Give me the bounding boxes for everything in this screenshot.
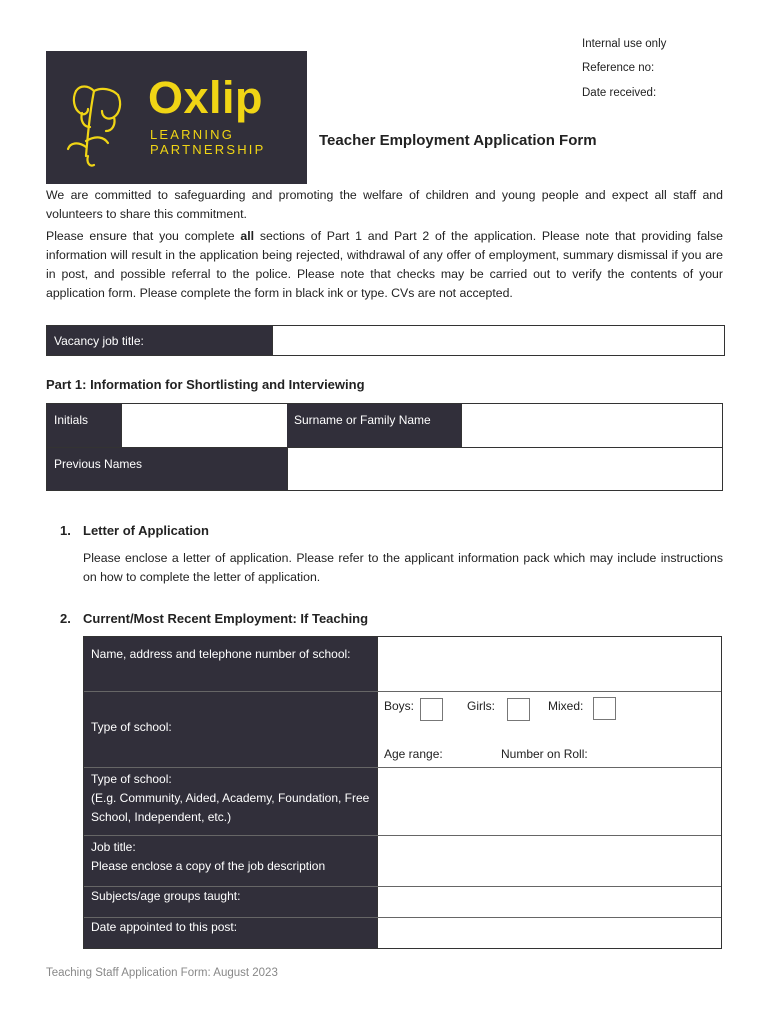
part1-heading: Part 1: Information for Shortlisting and Interviewing bbox=[46, 377, 365, 392]
internal-use-label: Internal use only bbox=[582, 38, 667, 50]
page-title: Teacher Employment Application Form bbox=[319, 132, 597, 149]
previous-names-label: Previous Names bbox=[54, 457, 143, 471]
surname-input[interactable] bbox=[461, 404, 723, 447]
section2-heading: Current/Most Recent Employment: If Teaching bbox=[83, 611, 369, 626]
initials-label: Initials bbox=[54, 413, 89, 427]
part1-table bbox=[46, 403, 723, 491]
vacancy-label-cell bbox=[47, 326, 272, 355]
girls-checkbox[interactable] bbox=[507, 698, 530, 721]
school-type-detail-label bbox=[91, 770, 376, 827]
logo-brand-text: Oxlip bbox=[148, 72, 264, 123]
age-range-label: Age range: bbox=[384, 747, 443, 761]
school-name-label: Name, address and telephone number of school: bbox=[91, 647, 351, 661]
girls-label: Girls: bbox=[467, 699, 495, 713]
logo-line-1: LEARNING bbox=[150, 127, 235, 142]
subjects-input[interactable] bbox=[378, 887, 721, 917]
previous-names-input[interactable] bbox=[287, 448, 723, 490]
school-type-detail-examples: (E.g. Community, Aided, Academy, Foundation, Free School, Independent, etc.) bbox=[91, 791, 370, 824]
intro-p2-end: sections of Part 1 and Part 2 of the application. Please note that providing false information will result in the application being rejected, withdrawal of any offer of employment, summary dismissal if you are in post, and possible referral to the police. Please note that checks may be carried out to verify the contents of your application form. Please complete the form in black ink or type. CVs are not accepted. bbox=[46, 229, 723, 300]
surname-label: Surname or Family Name bbox=[294, 413, 431, 427]
intro-p2-bold: all bbox=[240, 229, 255, 243]
section1-body: Please enclose a letter of application. Please refer to the applicant information pack which may include instructions on how to complete the letter of application. bbox=[83, 551, 723, 584]
oxlip-flower-icon bbox=[46, 51, 156, 184]
intro-p2-start: Please ensure that you complete bbox=[46, 229, 241, 243]
vacancy-row bbox=[46, 325, 725, 356]
job-title-heading: Job title: bbox=[91, 840, 136, 854]
subjects-label: Subjects/age groups taught: bbox=[91, 889, 241, 903]
row-divider bbox=[84, 691, 721, 692]
oxlip-logo bbox=[46, 51, 307, 184]
section1-number: 1. bbox=[60, 523, 71, 538]
reference-no-label: Reference no: bbox=[582, 62, 655, 74]
page-footer: Teaching Staff Application Form: August 2023 bbox=[46, 967, 278, 979]
surname-label-cell bbox=[287, 404, 461, 447]
school-type-detail-heading: Type of school: bbox=[91, 772, 172, 786]
section1-heading: Letter of Application bbox=[83, 523, 209, 538]
job-title-note: Please enclose a copy of the job description bbox=[91, 859, 326, 873]
mixed-label: Mixed: bbox=[548, 699, 584, 713]
school-name-input[interactable] bbox=[378, 637, 721, 691]
previous-names-label-cell bbox=[47, 448, 287, 490]
initials-label-cell bbox=[47, 404, 121, 447]
vacancy-label: Vacancy job title: bbox=[54, 334, 144, 348]
school-type-detail-input[interactable] bbox=[378, 768, 721, 835]
intro-paragraph-2 bbox=[46, 227, 723, 303]
date-appointed-label: Date appointed to this post: bbox=[91, 920, 238, 934]
boys-checkbox[interactable] bbox=[420, 698, 443, 721]
vacancy-input[interactable] bbox=[272, 326, 725, 355]
job-title-input[interactable] bbox=[378, 836, 721, 886]
intro-paragraph-1: We are committed to safeguarding and promoting the welfare of children and young people and expect all staff and volunteers to share this commitment. bbox=[46, 188, 723, 221]
number-on-roll-label: Number on Roll: bbox=[501, 747, 588, 761]
type-of-school-label: Type of school: bbox=[91, 720, 172, 734]
date-received-label: Date received: bbox=[582, 87, 657, 99]
boys-label: Boys: bbox=[384, 699, 415, 713]
initials-input[interactable] bbox=[121, 404, 288, 447]
employment-table bbox=[83, 636, 722, 949]
job-title-label bbox=[91, 838, 376, 876]
logo-line-2: PARTNERSHIP bbox=[150, 142, 266, 157]
date-appointed-input[interactable] bbox=[378, 918, 721, 948]
section2-number: 2. bbox=[60, 611, 71, 626]
mixed-checkbox[interactable] bbox=[593, 697, 616, 720]
